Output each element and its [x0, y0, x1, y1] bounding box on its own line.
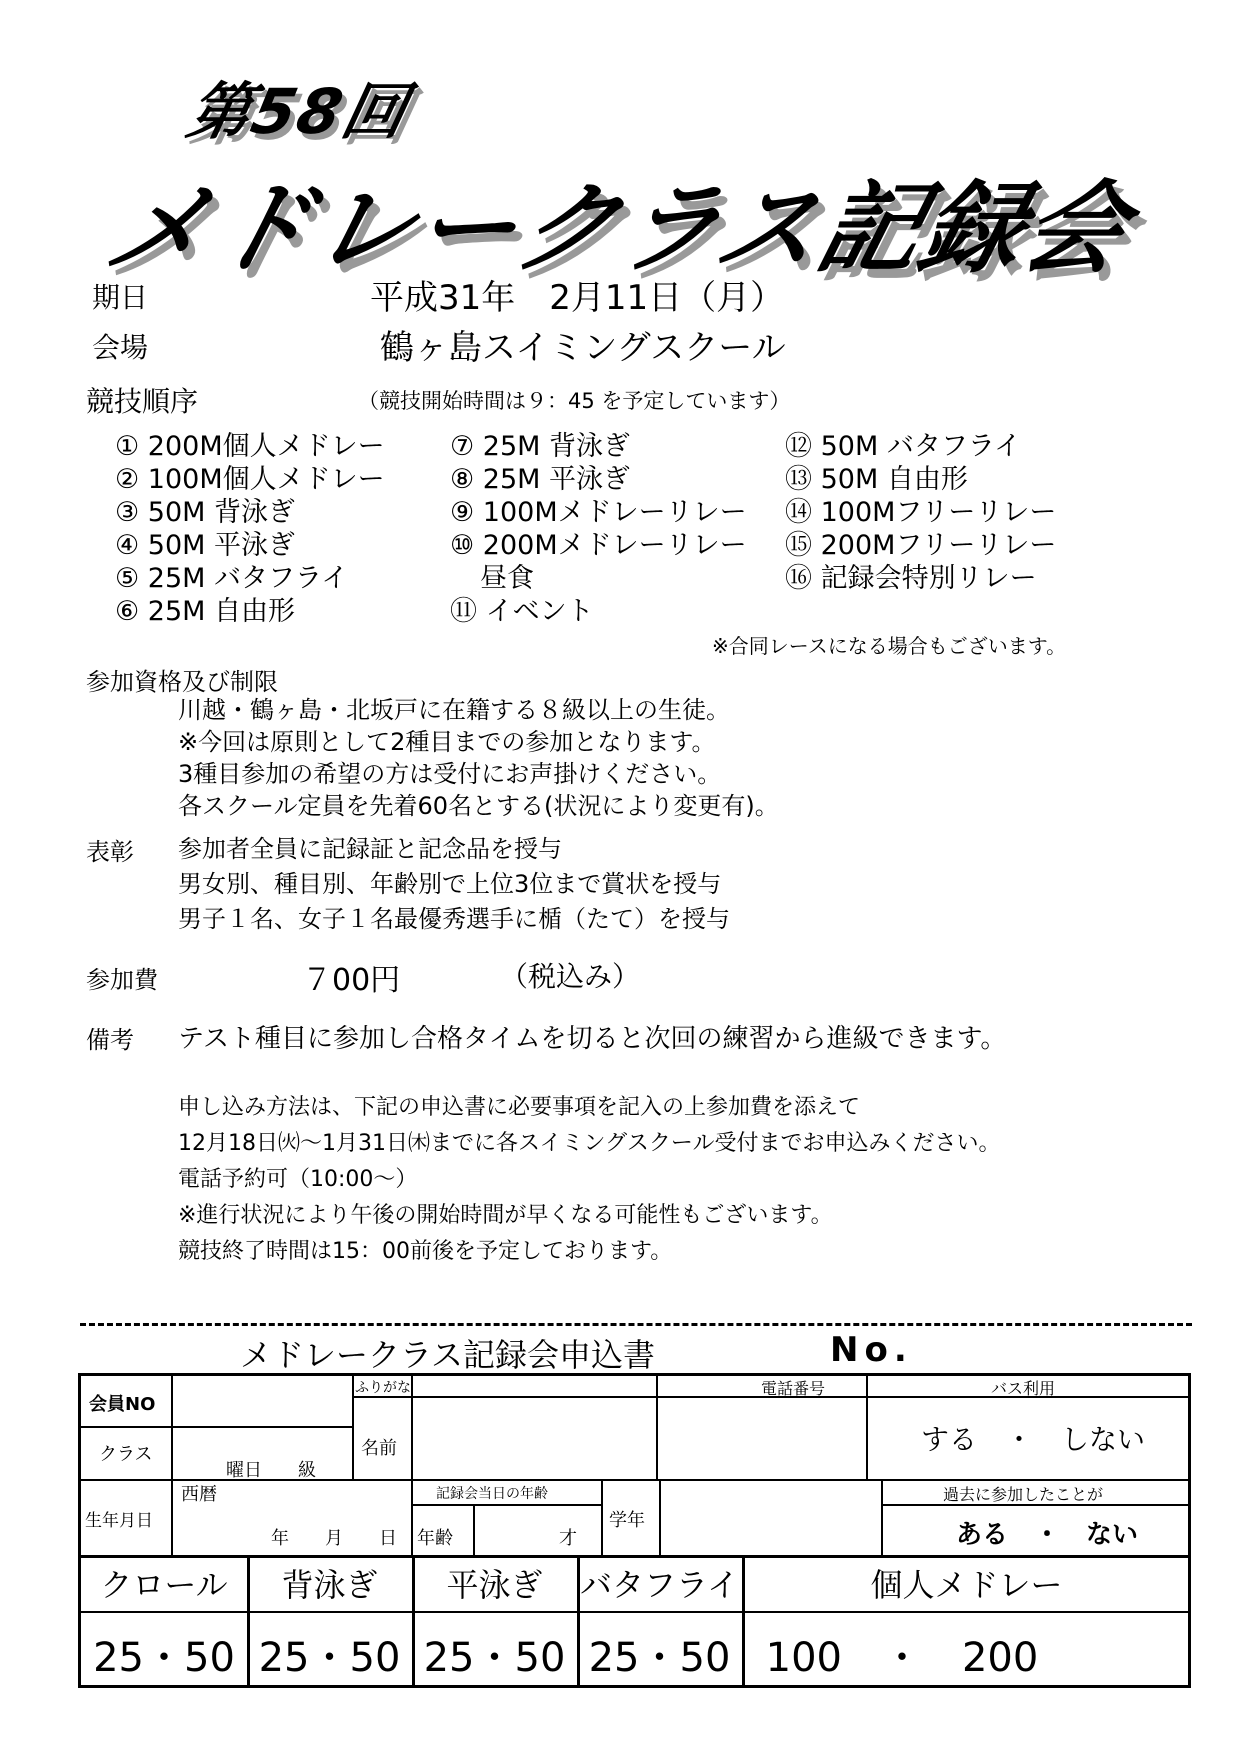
- event-item: ⑨ 100Mメドレーリレー: [450, 497, 747, 528]
- apply-line: 競技終了時間は15：00前後を予定しております。: [178, 1239, 673, 1264]
- event-item: ① 200M個人メドレー: [115, 431, 385, 462]
- venue-label: 会場: [92, 331, 149, 364]
- seireki-label: 西暦: [181, 1484, 217, 1505]
- event-item: ⑯ 記録会特別リレー: [785, 563, 1037, 594]
- joint-race-note: ※合同レースになる場合もございます。: [712, 634, 1067, 658]
- event-item: ⑧ 25M 平泳ぎ: [450, 464, 631, 495]
- title-edition: 第58回: [181, 75, 415, 148]
- distance-freestyle[interactable]: 25・50: [93, 1635, 235, 1681]
- awards-lines: [178, 832, 730, 937]
- bus-options[interactable]: する ・ しない: [921, 1423, 1146, 1456]
- stroke-freestyle: クロール: [100, 1566, 228, 1604]
- event-item: ⑩ 200Mメドレーリレー: [450, 530, 747, 561]
- stroke-backstroke: 背泳ぎ: [281, 1566, 378, 1604]
- grade-input[interactable]: [661, 1481, 879, 1553]
- event-item: ⑤ 25M バタフライ: [115, 563, 349, 594]
- event-item: ⑪ イベント: [450, 596, 594, 627]
- fee-amount: ７00円: [302, 963, 401, 998]
- stroke-breaststroke: 平泳ぎ: [446, 1566, 543, 1604]
- awards-line: 男子１名、女子１名最優秀選手に楯（たて）を授与: [178, 905, 730, 933]
- awards-line: 参加者全員に記録証と記念品を授与: [178, 835, 562, 863]
- event-item: ④ 50M 平泳ぎ: [115, 530, 296, 561]
- event-item: ② 100M個人メドレー: [115, 464, 385, 495]
- event-item: ⑬ 50M 自由形: [785, 464, 968, 495]
- distance-im[interactable]: 100 ・ 200: [765, 1635, 1039, 1681]
- distance-breaststroke[interactable]: 25・50: [423, 1635, 566, 1681]
- awards-label: 表彰: [86, 838, 134, 866]
- grade-label: 学年: [609, 1510, 645, 1531]
- events-col2: [450, 430, 747, 628]
- eligibility-label: 参加資格及び制限: [86, 668, 278, 696]
- remarks-label: 備考: [86, 1026, 134, 1054]
- apply-line: 12月18日㈫～1月31日㈭までに各スイミングスクール受付までお申込みください。: [178, 1131, 1001, 1156]
- apply-line: 電話予約可（10:00～）: [178, 1167, 418, 1192]
- eligibility-line: 3種目参加の希望の方は受付にお声掛けください。: [178, 760, 722, 788]
- cut-line: [80, 1323, 1192, 1326]
- event-item: ③ 50M 背泳ぎ: [115, 497, 296, 528]
- past-options[interactable]: ある ・ ない: [956, 1520, 1139, 1550]
- remarks-line: テスト種目に参加し合格タイムを切ると次回の練習から進級できます。: [178, 1024, 1007, 1054]
- stroke-im: 個人メドレー: [870, 1566, 1063, 1604]
- event-item: ⑥ 25M 自由形: [115, 596, 296, 627]
- order-note: （競技開始時間は９：45 を予定しています）: [358, 389, 791, 413]
- order-label: 競技順序: [86, 385, 199, 418]
- title-name: メドレークラス記録会: [95, 170, 1142, 287]
- apply-line: ※進行状況により午後の開始時間が早くなる可能性もございます。: [178, 1203, 833, 1228]
- fee-tax: （税込み）: [500, 960, 641, 993]
- birth-label: 生年月日: [85, 1511, 153, 1531]
- stroke-butterfly: バタフライ: [579, 1566, 740, 1604]
- class-label: クラス: [99, 1444, 153, 1465]
- furigana-label: ふりがな: [355, 1380, 411, 1396]
- events-col1: [115, 430, 385, 628]
- venue-value: 鶴ヶ島スイミングスクール: [380, 328, 786, 368]
- fee-label: 参加費: [86, 966, 158, 994]
- phone-label: 電話番号: [761, 1379, 826, 1398]
- name-input[interactable]: [414, 1398, 654, 1476]
- events-col3: [785, 430, 1056, 595]
- form-title: メドレークラス記録会申込書: [240, 1336, 656, 1374]
- member-no-input[interactable]: [173, 1378, 349, 1424]
- class-suffix: 曜日 級: [226, 1460, 316, 1481]
- lunch-break: 昼食: [480, 563, 534, 594]
- eligibility-line: 各スクール定員を先着60名とする(状況により変更有)。: [178, 792, 779, 820]
- apply-lines: [178, 1090, 1000, 1270]
- birth-ymd: 年 月 日: [271, 1528, 397, 1549]
- date-value: 平成31年 2月11日（月）: [370, 278, 785, 318]
- age-label: 年齢: [417, 1528, 453, 1549]
- member-no-label: 会員NO: [89, 1394, 156, 1415]
- application-form: [78, 1373, 1191, 1688]
- past-label: 過去に参加したことが: [943, 1485, 1104, 1504]
- event-item: ⑮ 200Mフリーリレー: [785, 530, 1057, 561]
- name-label: 名前: [361, 1438, 397, 1459]
- eligibility-line: 川越・鶴ヶ島・北坂戸に在籍する８級以上の生徒。: [178, 696, 730, 724]
- phone-input[interactable]: [659, 1398, 864, 1476]
- eligibility-line: ※今回は原則として2種目までの参加となります。: [178, 728, 716, 756]
- event-item: ⑫ 50M バタフライ: [785, 431, 1022, 462]
- form-number: No.: [830, 1330, 913, 1370]
- date-label: 期日: [92, 281, 149, 314]
- apply-line: 申し込み方法は、下記の申込書に必要事項を記入の上参加費を添えて: [178, 1095, 861, 1120]
- age-on-day-label: 記録会当日の年齢: [436, 1486, 548, 1502]
- event-item: ⑦ 25M 背泳ぎ: [450, 431, 631, 462]
- bus-label: バス利用: [991, 1379, 1056, 1398]
- distance-butterfly[interactable]: 25・50: [588, 1635, 731, 1681]
- sai-label: 才: [559, 1528, 577, 1549]
- awards-line: 男女別、種目別、年齢別で上位3位まで賞状を授与: [178, 870, 722, 898]
- event-item: ⑭ 100Mフリーリレー: [785, 497, 1057, 528]
- eligibility-lines: [178, 694, 779, 822]
- distance-backstroke[interactable]: 25・50: [258, 1635, 401, 1681]
